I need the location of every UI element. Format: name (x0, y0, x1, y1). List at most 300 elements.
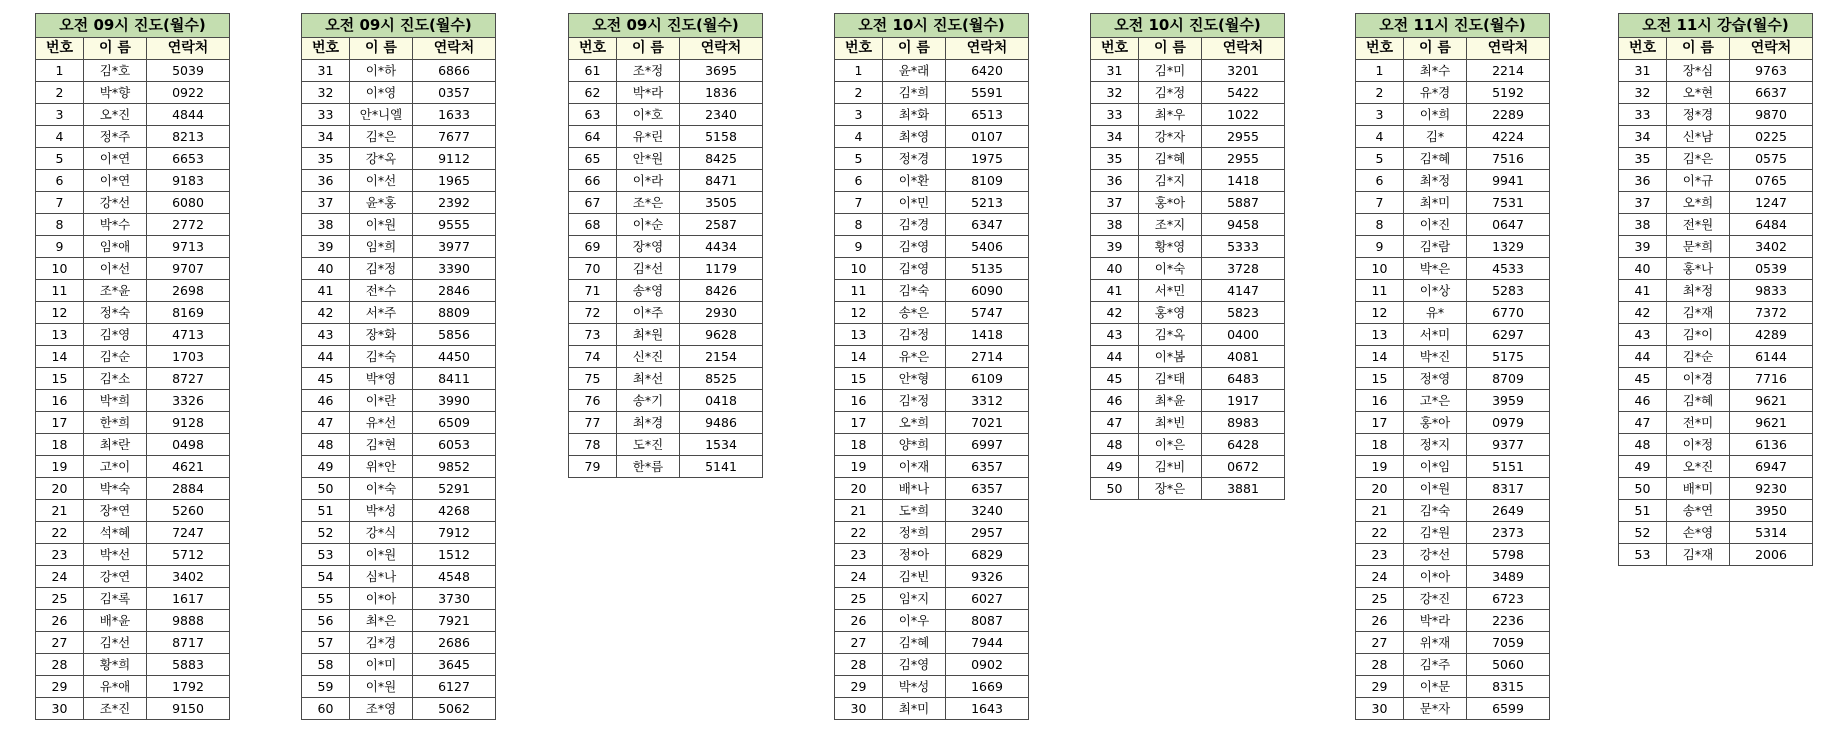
cell-number: 48 (1091, 434, 1139, 456)
cell-name: 최*선 (617, 368, 680, 390)
cell-number: 18 (36, 434, 84, 456)
cell-number: 63 (569, 104, 617, 126)
table-title: 오전 09시 진도(월수) (569, 14, 763, 38)
table-row (302, 698, 496, 720)
table-row (36, 192, 230, 214)
cell-contact: 3990 (413, 390, 496, 412)
cell-contact: 8411 (413, 368, 496, 390)
cell-number: 59 (302, 676, 350, 698)
cell-contact: 2686 (413, 632, 496, 654)
cell-contact: 9458 (1202, 214, 1285, 236)
cell-number: 18 (1356, 434, 1404, 456)
cell-contact: 5135 (946, 258, 1029, 280)
cell-name: 오*희 (883, 412, 946, 434)
cell-contact: 9486 (680, 412, 763, 434)
cell-number: 24 (835, 566, 883, 588)
cell-name: 신*진 (617, 346, 680, 368)
cell-number: 79 (569, 456, 617, 478)
cell-contact: 6509 (413, 412, 496, 434)
cell-number: 51 (302, 500, 350, 522)
cell-number: 33 (1619, 104, 1667, 126)
cell-name: 김*혜 (1667, 390, 1730, 412)
cell-number: 29 (36, 676, 84, 698)
cell-name: 최*빈 (1139, 412, 1202, 434)
cell-contact: 8426 (680, 280, 763, 302)
table-row (36, 698, 230, 720)
cell-name: 이*재 (883, 456, 946, 478)
cell-contact: 0672 (1202, 456, 1285, 478)
cell-number: 57 (302, 632, 350, 654)
cell-name: 손*영 (1667, 522, 1730, 544)
cell-name: 김*재 (1667, 544, 1730, 566)
cell-contact: 2957 (946, 522, 1029, 544)
cell-number: 22 (835, 522, 883, 544)
cell-name: 박*향 (84, 82, 147, 104)
cell-contact: 2587 (680, 214, 763, 236)
cell-number: 44 (1091, 346, 1139, 368)
cell-name: 송*영 (617, 280, 680, 302)
table-row (36, 368, 230, 390)
table-row (1356, 126, 1550, 148)
cell-number: 38 (1091, 214, 1139, 236)
cell-number: 47 (1091, 412, 1139, 434)
cell-contact: 2698 (147, 280, 230, 302)
table-row (1091, 236, 1285, 258)
cell-number: 33 (302, 104, 350, 126)
cell-name: 박*라 (617, 82, 680, 104)
column-header-name: 이 름 (84, 38, 147, 60)
cell-number: 68 (569, 214, 617, 236)
table-row (1091, 324, 1285, 346)
cell-contact: 4147 (1202, 280, 1285, 302)
table-row (1091, 126, 1285, 148)
cell-contact: 5062 (413, 698, 496, 720)
cell-name: 이*은 (1139, 434, 1202, 456)
cell-name: 강*선 (1404, 544, 1467, 566)
table-row (302, 368, 496, 390)
table-row (1356, 192, 1550, 214)
cell-contact: 6653 (147, 148, 230, 170)
cell-number: 44 (1619, 346, 1667, 368)
cell-contact: 9555 (413, 214, 496, 236)
cell-contact: 0765 (1730, 170, 1813, 192)
cell-contact: 6947 (1730, 456, 1813, 478)
cell-name: 이*규 (1667, 170, 1730, 192)
cell-name: 이*원 (350, 544, 413, 566)
cell-number: 29 (1356, 676, 1404, 698)
cell-contact: 3240 (946, 500, 1029, 522)
table-row (302, 104, 496, 126)
cell-contact: 3730 (413, 588, 496, 610)
table-row (36, 82, 230, 104)
cell-number: 25 (36, 588, 84, 610)
cell-contact: 2930 (680, 302, 763, 324)
cell-number: 13 (36, 324, 84, 346)
table-row (1356, 654, 1550, 676)
cell-contact: 6136 (1730, 434, 1813, 456)
table-row (1356, 632, 1550, 654)
cell-name: 정*숙 (84, 302, 147, 324)
cell-contact: 4844 (147, 104, 230, 126)
table-row (36, 60, 230, 82)
cell-number: 32 (1091, 82, 1139, 104)
cell-name: 이*희 (1404, 104, 1467, 126)
table-row (1091, 60, 1285, 82)
cell-contact: 5192 (1467, 82, 1550, 104)
cell-number: 31 (1619, 60, 1667, 82)
cell-number: 16 (36, 390, 84, 412)
cell-number: 10 (835, 258, 883, 280)
cell-contact: 4268 (413, 500, 496, 522)
cell-number: 66 (569, 170, 617, 192)
cell-number: 43 (302, 324, 350, 346)
table-row (36, 544, 230, 566)
cell-name: 김*현 (350, 434, 413, 456)
cell-contact: 1418 (1202, 170, 1285, 192)
table-row (1619, 82, 1813, 104)
table-row (569, 434, 763, 456)
cell-number: 51 (1619, 500, 1667, 522)
cell-contact: 7247 (147, 522, 230, 544)
cell-name: 정*주 (84, 126, 147, 148)
cell-number: 45 (1091, 368, 1139, 390)
table-row (1619, 346, 1813, 368)
cell-contact: 6109 (946, 368, 1029, 390)
table-row (835, 60, 1029, 82)
cell-number: 32 (1619, 82, 1667, 104)
cell-name: 김*태 (1139, 368, 1202, 390)
cell-name: 이*경 (1667, 368, 1730, 390)
column-header-number: 번호 (835, 38, 883, 60)
cell-number: 19 (1356, 456, 1404, 478)
cell-contact: 9833 (1730, 280, 1813, 302)
cell-number: 39 (1619, 236, 1667, 258)
cell-contact: 1418 (946, 324, 1029, 346)
cell-number: 17 (36, 412, 84, 434)
cell-name: 황*영 (1139, 236, 1202, 258)
table-row (569, 390, 763, 412)
cell-contact: 4533 (1467, 258, 1550, 280)
cell-name: 박*은 (1404, 258, 1467, 280)
cell-contact: 9870 (1730, 104, 1813, 126)
cell-name: 김*은 (350, 126, 413, 148)
cell-name: 김*숙 (883, 280, 946, 302)
cell-number: 4 (835, 126, 883, 148)
cell-contact: 5823 (1202, 302, 1285, 324)
cell-name: 김*옥 (1139, 324, 1202, 346)
cell-name: 고*이 (84, 456, 147, 478)
cell-number: 4 (36, 126, 84, 148)
cell-contact: 1022 (1202, 104, 1285, 126)
cell-name: 최*정 (1667, 280, 1730, 302)
cell-number: 48 (302, 434, 350, 456)
table-row (1619, 434, 1813, 456)
cell-name: 김*순 (1667, 346, 1730, 368)
cell-contact: 5158 (680, 126, 763, 148)
table-row (302, 236, 496, 258)
cell-name: 위*재 (1404, 632, 1467, 654)
cell-number: 49 (1619, 456, 1667, 478)
cell-number: 9 (835, 236, 883, 258)
cell-name: 김*경 (883, 214, 946, 236)
cell-contact: 3645 (413, 654, 496, 676)
table-row (1619, 104, 1813, 126)
table-title: 오전 10시 진도(월수) (835, 14, 1029, 38)
cell-name: 김*영 (883, 258, 946, 280)
cell-contact: 5283 (1467, 280, 1550, 302)
cell-contact: 2154 (680, 346, 763, 368)
cell-name: 최*란 (84, 434, 147, 456)
cell-contact: 6599 (1467, 698, 1550, 720)
cell-number: 44 (302, 346, 350, 368)
table-row (1619, 236, 1813, 258)
cell-name: 김*선 (84, 632, 147, 654)
cell-number: 12 (835, 302, 883, 324)
table-row (36, 610, 230, 632)
cell-contact: 3489 (1467, 566, 1550, 588)
cell-name: 최*우 (1139, 104, 1202, 126)
table-row (569, 82, 763, 104)
table-row (835, 412, 1029, 434)
table-row (835, 280, 1029, 302)
table-row (1091, 280, 1285, 302)
cell-contact: 3390 (413, 258, 496, 280)
table-row (1619, 478, 1813, 500)
table-row (1619, 390, 1813, 412)
table-row (1356, 698, 1550, 720)
cell-number: 65 (569, 148, 617, 170)
column-header-name: 이 름 (1667, 38, 1730, 60)
cell-number: 34 (1619, 126, 1667, 148)
cell-contact: 3695 (680, 60, 763, 82)
cell-number: 69 (569, 236, 617, 258)
table-row (835, 654, 1029, 676)
cell-name: 김*영 (84, 324, 147, 346)
table-row (1356, 82, 1550, 104)
table-row (36, 522, 230, 544)
cell-number: 31 (302, 60, 350, 82)
cell-contact: 4289 (1730, 324, 1813, 346)
table-row (36, 478, 230, 500)
cell-contact: 6997 (946, 434, 1029, 456)
table-row (569, 148, 763, 170)
table-row (1356, 236, 1550, 258)
cell-name: 장*은 (1139, 478, 1202, 500)
cell-name: 정*지 (1404, 434, 1467, 456)
cell-name: 김*이 (1667, 324, 1730, 346)
cell-name: 고*은 (1404, 390, 1467, 412)
cell-number: 19 (835, 456, 883, 478)
table-row (1356, 588, 1550, 610)
column-header-number: 번호 (36, 38, 84, 60)
table-row (1356, 346, 1550, 368)
cell-number: 28 (835, 654, 883, 676)
cell-number: 45 (1619, 368, 1667, 390)
cell-number: 49 (1091, 456, 1139, 478)
cell-name: 김*정 (1139, 82, 1202, 104)
cell-number: 46 (1091, 390, 1139, 412)
cell-number: 17 (835, 412, 883, 434)
table-row (36, 434, 230, 456)
cell-number: 41 (1091, 280, 1139, 302)
table-row (302, 390, 496, 412)
cell-name: 장*심 (1667, 60, 1730, 82)
cell-name: 김*정 (350, 258, 413, 280)
table-row (1091, 434, 1285, 456)
cell-name: 이*선 (350, 170, 413, 192)
cell-contact: 9763 (1730, 60, 1813, 82)
table-row (835, 82, 1029, 104)
cell-number: 22 (1356, 522, 1404, 544)
cell-number: 31 (1091, 60, 1139, 82)
cell-name: 전*수 (350, 280, 413, 302)
cell-contact: 1534 (680, 434, 763, 456)
table-row (1619, 258, 1813, 280)
cell-name: 안*니엘 (350, 104, 413, 126)
table-row (302, 676, 496, 698)
table-row (302, 544, 496, 566)
table-row (1356, 170, 1550, 192)
cell-number: 12 (1356, 302, 1404, 324)
cell-name: 홍*나 (1667, 258, 1730, 280)
column-header-number: 번호 (569, 38, 617, 60)
table-row (835, 302, 1029, 324)
cell-number: 37 (1091, 192, 1139, 214)
table-row (835, 192, 1029, 214)
cell-number: 40 (1091, 258, 1139, 280)
cell-contact: 2289 (1467, 104, 1550, 126)
table-row (36, 104, 230, 126)
cell-name: 이*임 (1404, 456, 1467, 478)
cell-name: 강*연 (84, 566, 147, 588)
table-row (1091, 456, 1285, 478)
cell-number: 26 (1356, 610, 1404, 632)
table-row (36, 412, 230, 434)
cell-contact: 4548 (413, 566, 496, 588)
cell-number: 72 (569, 302, 617, 324)
cell-contact: 8727 (147, 368, 230, 390)
table-row (36, 500, 230, 522)
cell-number: 1 (36, 60, 84, 82)
cell-number: 36 (1619, 170, 1667, 192)
cell-number: 6 (835, 170, 883, 192)
cell-number: 6 (36, 170, 84, 192)
cell-contact: 1617 (147, 588, 230, 610)
cell-contact: 6637 (1730, 82, 1813, 104)
cell-name: 윤*홍 (350, 192, 413, 214)
cell-contact: 1179 (680, 258, 763, 280)
table-row (835, 522, 1029, 544)
table-row (302, 500, 496, 522)
cell-name: 김*비 (1139, 456, 1202, 478)
column-header-name: 이 름 (883, 38, 946, 60)
table-row (302, 412, 496, 434)
table-row (1619, 280, 1813, 302)
cell-number: 27 (36, 632, 84, 654)
cell-name: 김* (1404, 126, 1467, 148)
cell-name: 박*수 (84, 214, 147, 236)
cell-number: 30 (36, 698, 84, 720)
cell-contact: 3950 (1730, 500, 1813, 522)
table-row (302, 588, 496, 610)
cell-name: 김*영 (883, 236, 946, 258)
cell-name: 이*미 (350, 654, 413, 676)
cell-number: 19 (36, 456, 84, 478)
cell-contact: 6357 (946, 478, 1029, 500)
cell-name: 이*영 (350, 82, 413, 104)
cell-number: 23 (835, 544, 883, 566)
table-row (1091, 258, 1285, 280)
table-row (1619, 214, 1813, 236)
table-row (835, 434, 1029, 456)
cell-name: 도*진 (617, 434, 680, 456)
cell-name: 배*윤 (84, 610, 147, 632)
table-row (36, 456, 230, 478)
cell-contact: 5591 (946, 82, 1029, 104)
cell-contact: 0107 (946, 126, 1029, 148)
cell-number: 52 (1619, 522, 1667, 544)
table-row (835, 170, 1029, 192)
cell-contact: 1329 (1467, 236, 1550, 258)
table-row (1356, 456, 1550, 478)
table-row (835, 566, 1029, 588)
cell-number: 28 (1356, 654, 1404, 676)
cell-contact: 5747 (946, 302, 1029, 324)
cell-contact: 1917 (1202, 390, 1285, 412)
cell-name: 조*정 (617, 60, 680, 82)
cell-name: 김*주 (1404, 654, 1467, 676)
cell-number: 8 (835, 214, 883, 236)
cell-number: 3 (36, 104, 84, 126)
table-row (1356, 566, 1550, 588)
cell-contact: 3728 (1202, 258, 1285, 280)
cell-contact: 9852 (413, 456, 496, 478)
cell-contact: 6357 (946, 456, 1029, 478)
roster-table-1 (35, 13, 230, 720)
cell-contact: 2006 (1730, 544, 1813, 566)
cell-name: 이*아 (350, 588, 413, 610)
cell-number: 25 (1356, 588, 1404, 610)
cell-name: 김*록 (84, 588, 147, 610)
cell-number: 5 (835, 148, 883, 170)
cell-number: 8 (36, 214, 84, 236)
table-row (36, 148, 230, 170)
cell-name: 문*희 (1667, 236, 1730, 258)
cell-name: 김*은 (1667, 148, 1730, 170)
cell-number: 1 (1356, 60, 1404, 82)
table-row (302, 632, 496, 654)
table-row (1619, 192, 1813, 214)
cell-contact: 1703 (147, 346, 230, 368)
cell-number: 41 (1619, 280, 1667, 302)
cell-name: 임*지 (883, 588, 946, 610)
cell-number: 43 (1091, 324, 1139, 346)
cell-contact: 7921 (413, 610, 496, 632)
table-title: 오전 10시 진도(월수) (1091, 14, 1285, 38)
table-row (302, 478, 496, 500)
cell-number: 20 (835, 478, 883, 500)
column-header-number: 번호 (302, 38, 350, 60)
table-row (569, 368, 763, 390)
table-row (302, 302, 496, 324)
cell-name: 김*혜 (1139, 148, 1202, 170)
table-row (1619, 126, 1813, 148)
cell-contact: 8471 (680, 170, 763, 192)
cell-name: 조*진 (84, 698, 147, 720)
table-row (835, 478, 1029, 500)
cell-number: 7 (835, 192, 883, 214)
cell-name: 김*희 (883, 82, 946, 104)
